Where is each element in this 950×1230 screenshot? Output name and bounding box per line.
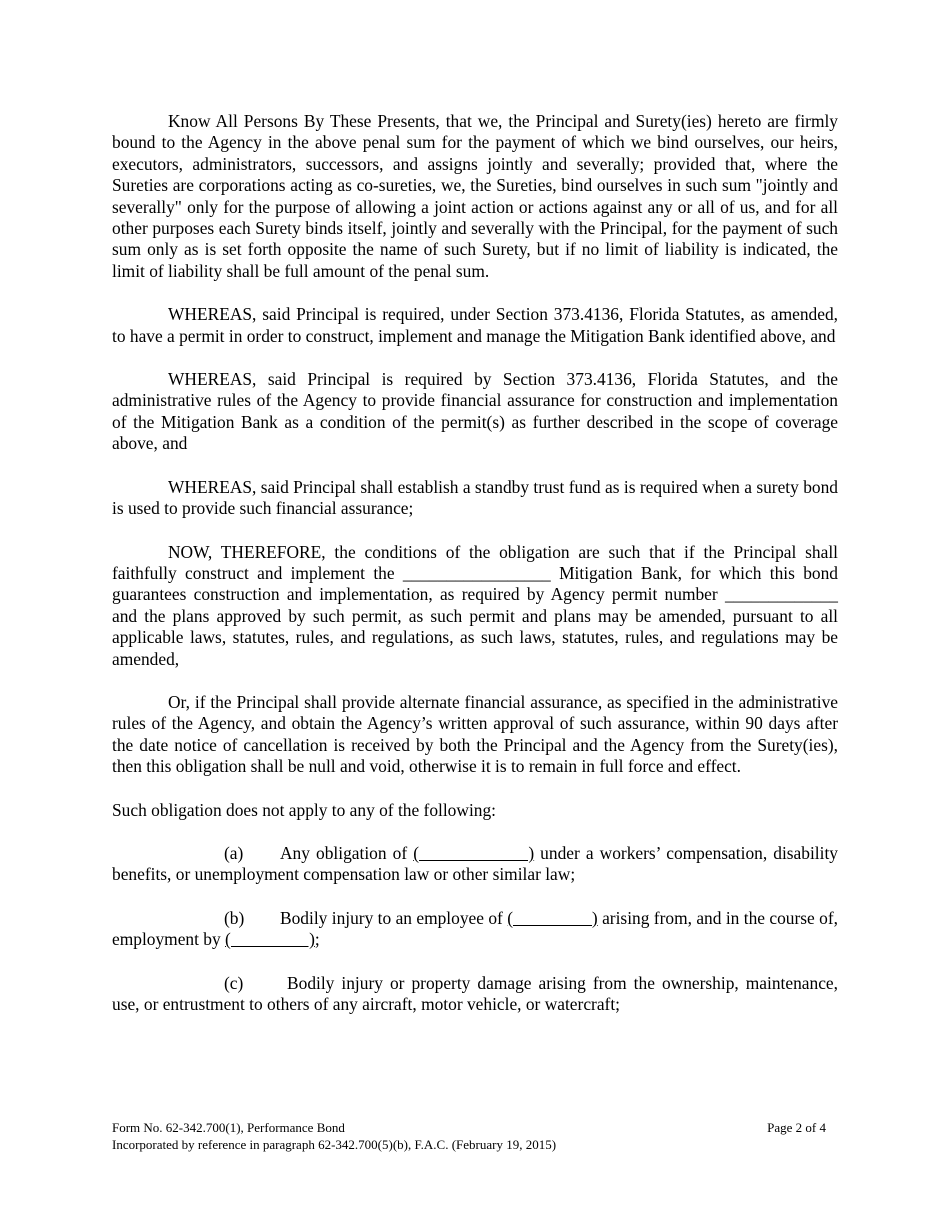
exclusion-item-a: [112, 843, 838, 886]
item-b-blank-2: ( ): [225, 929, 315, 950]
footer-incorporated-reference: Incorporated by reference in paragraph 62-342.700(5)(b), F.A.C. (February 19, 2015): [112, 1136, 557, 1152]
item-c-letter: (c): [224, 972, 244, 993]
document-body: [112, 111, 838, 1037]
item-b-text-1: Bodily injury to an employee of: [280, 907, 508, 928]
item-b-blank-1: ( ): [507, 907, 598, 928]
item-b-letter: (b): [224, 907, 245, 928]
mitigation-bank-name-blank: _________________: [402, 562, 551, 583]
item-b-text-2: arising from, and in the course of, employment by: [112, 907, 838, 950]
paragraph-exclusions-intro: Such obligation does not apply to any of the following:: [112, 799, 496, 820]
paragraph-know-all-persons: Know All Persons By These Presents, that we, the Principal and Surety(ies) hereto are firmly bound to the Agency in the above penal sum for the payment of which we bind ourselves, our heirs, executors, administrators, successors, and assigns jointly and severally; provided that, where the Sureties are corporations acting as co-sureties, we, the Sureties, bind ourselves in such sum "jointly and severally" only for the purpose of allowing a joint action or actions against any or all of us, and for all other purposes each Surety binds itself, jointly and severally with the Principal, for the payment of such sum only as is set forth opposite the name of such Surety, but if no limit of liability is indicated, the limit of liability shall be full amount of the penal sum.: [112, 111, 838, 281]
item-a-text-2: under a workers’ compensation, disability benefits, or unemployment compensation law or other similar law;: [112, 842, 838, 885]
footer-form-number: Form No. 62-342.700(1), Performance Bond: [112, 1120, 345, 1135]
page-footer: [112, 1120, 826, 1153]
exclusion-item-b: [112, 908, 838, 951]
item-a-letter: (a): [224, 842, 244, 863]
item-c-text-1: Bodily injury or property damage arising from the ownership, maintenance, use, or entrustment to others of any aircraft, motor vehicle, or watercraft;: [112, 972, 838, 1014]
paragraph-whereas-financial-assurance: WHEREAS, said Principal is required by Section 373.4136, Florida Statutes, and the administrative rules of the Agency to provide financial assurance for construction and implementation of the Mitigation Bank as a condition of the permit(s) as further described in the scope of coverage above, and: [112, 369, 838, 454]
now-therefore-text-3: and the plans approved by such permit, as such permit and plans may be amended, pursuant to all applicable laws, statutes, rules, and regulations, as such laws, statutes, rules, and regulations may be amended,: [112, 605, 838, 669]
paragraph-whereas-permit: WHEREAS, said Principal is required, under Section 373.4136, Florida Statutes, as amended, to have a permit in order to construct, implement and manage the Mitigation Bank identified above, and: [112, 304, 838, 346]
permit-number-blank: _____________: [724, 584, 838, 605]
paragraph-now-therefore: [112, 542, 838, 670]
exclusion-item-c: [112, 973, 838, 1016]
item-b-text-3: ;: [314, 929, 320, 950]
item-a-text-1: Any obligation of: [280, 842, 414, 863]
paragraph-alternate-assurance: Or, if the Principal shall provide alternate financial assurance, as specified in the administrative rules of the Agency, and obtain the Agency’s written approval of such assurance, within 90 days after the date notice of cancellation is received by both the Principal and the Agency from the Surety(ies), then this obligation shall be null and void, otherwise it is to remain in full force and effect.: [112, 691, 838, 777]
now-therefore-text-2: Mitigation Bank, for which this bond guarantees construction and implementation, as required by Agency permit number: [112, 562, 838, 605]
item-a-blank: ( ): [413, 842, 535, 863]
now-therefore-text-1: NOW, THEREFORE, the conditions of the obligation are such that if the Principal shall faithfully construct and implement the: [112, 541, 838, 583]
paragraph-whereas-standby-trust: WHEREAS, said Principal shall establish a standby trust fund as is required when a surety bond is used to provide such financial assurance;: [112, 476, 838, 519]
footer-page-number: Page 2 of 4: [767, 1120, 826, 1135]
